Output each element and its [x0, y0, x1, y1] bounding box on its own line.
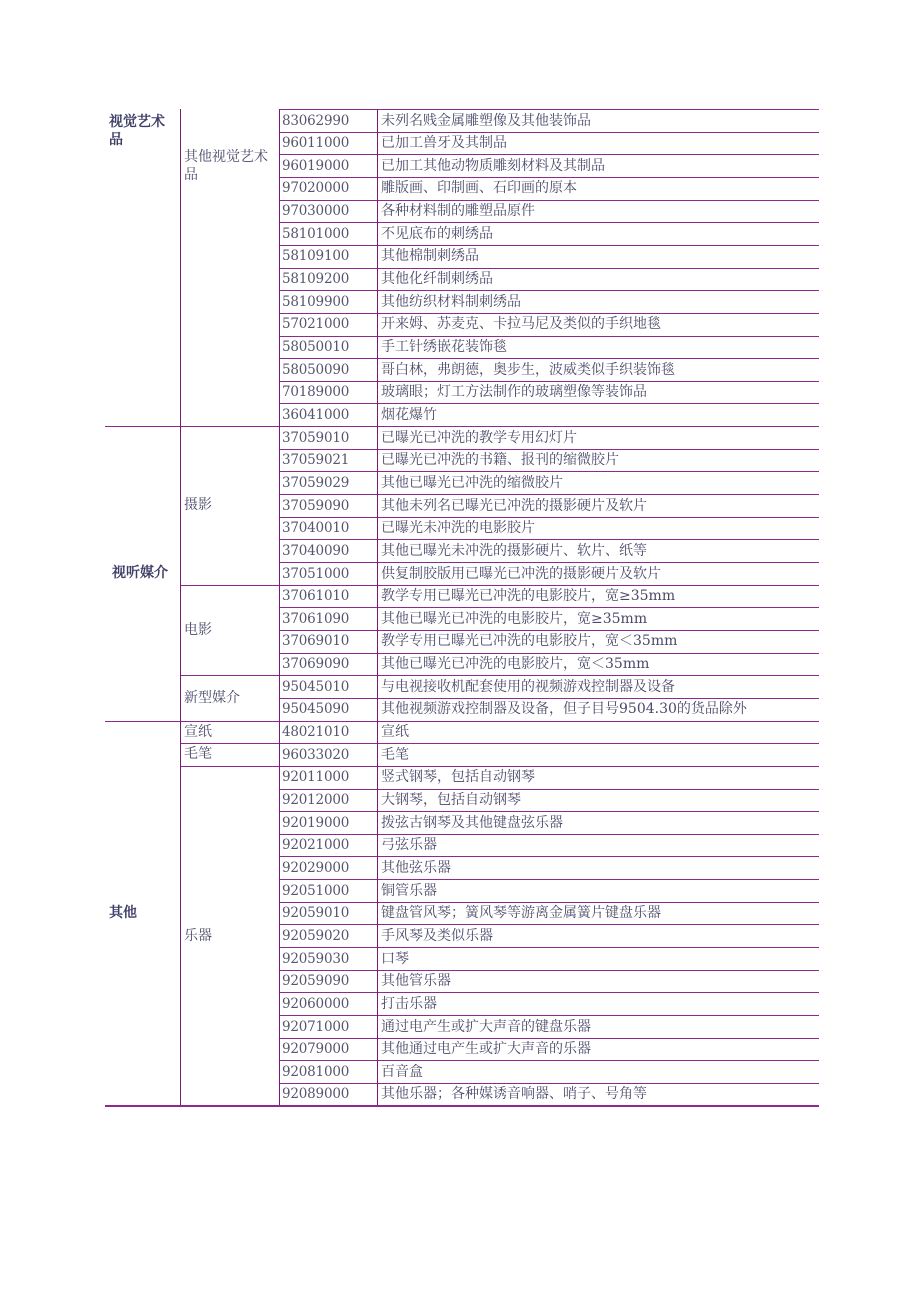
description-cell: 其他已曝光未冲洗的摄影硬片、软片、纸等: [381, 542, 647, 559]
description-cell: 大钢琴，包括自动钢琴: [381, 792, 521, 808]
hs-code-cell: 92059030: [282, 950, 350, 967]
description-cell: 与电视接收机配套使用的视频游戏控制器及设备: [381, 678, 675, 695]
description-cell: 不见底布的刺绣品: [381, 225, 493, 242]
subcategory-label: 乐器: [184, 927, 212, 944]
description-cell: 已曝光已冲洗的教学专用幻灯片: [381, 429, 577, 446]
description-cell: 百音盒: [381, 1063, 423, 1080]
col-line-code: [279, 109, 280, 1106]
hs-code-cell: 96033020: [282, 746, 350, 763]
hs-code-cell: 97030000: [282, 203, 350, 220]
description-cell: 其他已曝光已冲洗的电影胶片，宽≥35mm: [381, 610, 648, 627]
hs-code-cell: 92029000: [282, 859, 350, 876]
hs-code-cell: 58109900: [282, 293, 350, 310]
hs-code-cell: 48021010: [282, 724, 350, 741]
hs-code-cell: 95045090: [282, 701, 350, 718]
hs-code-cell: 37061010: [282, 588, 350, 605]
description-cell: 已加工兽牙及其制品: [381, 135, 507, 152]
description-cell: 已曝光未冲洗的电影胶片: [381, 520, 535, 537]
hs-code-cell: 92059090: [282, 973, 350, 990]
description-cell: 开来姆、苏麦克、卡拉马尼及类似的手织地毯: [381, 316, 661, 333]
col-line-sub: [180, 109, 181, 1106]
hs-code-cell: 96011000: [282, 135, 350, 152]
hs-code-cell: 58101000: [282, 225, 350, 242]
hs-code-cell: 92012000: [282, 792, 350, 808]
hs-code-cell: 92011000: [282, 769, 350, 786]
description-cell: 其他通过电产生或扩大声音的乐器: [381, 1041, 591, 1058]
hs-code-cell: 92060000: [282, 995, 350, 1012]
description-cell: 毛笔: [381, 746, 409, 763]
description-cell: 其他已曝光已冲洗的电影胶片，宽＜35mm: [381, 656, 650, 673]
subcategory-label: 宣纸: [184, 723, 212, 740]
description-cell: 通过电产生或扩大声音的键盘乐器: [381, 1018, 591, 1035]
description-cell: 手风琴及类似乐器: [381, 927, 493, 944]
subcategory-label: 摄影: [184, 497, 212, 514]
hs-code-cell: 83062990: [282, 112, 350, 129]
hs-code-cell: 58050090: [282, 361, 350, 378]
hs-code-cell: 37040010: [282, 520, 350, 537]
description-cell: 已加工其他动物质雕刻材料及其制品: [381, 157, 605, 174]
hs-code-cell: 37059090: [282, 497, 350, 514]
description-cell: 烟花爆竹: [381, 406, 437, 423]
description-cell: 雕版画、印制画、石印画的原本: [381, 180, 577, 197]
description-cell: 其他已曝光已冲洗的缩微胶片: [381, 474, 563, 491]
description-cell: 哥白林，弗朗德，奥步生，波威类似手织装饰毯: [381, 361, 675, 378]
description-cell: 其他管乐器: [381, 973, 451, 990]
col-line-desc: [377, 109, 378, 1106]
subcategory-label: 电影: [184, 621, 212, 638]
hs-code-cell: 70189000: [282, 384, 350, 401]
description-cell: 铜管乐器: [381, 882, 437, 899]
hs-code-cell: 97020000: [282, 180, 350, 197]
description-cell: 拨弦古钢琴及其他键盘弦乐器: [381, 814, 563, 831]
description-cell: 其他棉制刺绣品: [381, 248, 479, 265]
description-cell: 键盘管风琴；簧风琴等游离金属簧片键盘乐器: [381, 905, 661, 922]
hs-code-cell: 92089000: [282, 1086, 350, 1103]
description-cell: 供复制胶版用已曝光已冲洗的摄影硬片及软片: [381, 565, 661, 582]
hs-code-cell: 95045010: [282, 678, 350, 695]
hs-code-cell: 37069090: [282, 656, 350, 673]
hs-code-cell: 37059021: [282, 452, 350, 469]
hs-code-cell: 96019000: [282, 157, 350, 174]
hs-code-cell: 92019000: [282, 814, 350, 831]
description-cell: 未列名贱金属雕塑像及其他装饰品: [381, 112, 591, 129]
description-cell: 手工针绣嵌花装饰毯: [381, 339, 507, 355]
hs-code-cell: 58109200: [282, 271, 350, 288]
hs-code-cell: 37040090: [282, 542, 350, 559]
hs-code-cell: 36041000: [282, 406, 350, 423]
description-cell: 教学专用已曝光已冲洗的电影胶片，宽≥35mm: [381, 588, 676, 605]
hs-code-cell: 92059010: [282, 905, 350, 922]
description-cell: 各种材料制的雕塑品原件: [381, 203, 535, 220]
description-cell: 其他化纤制刺绣品: [381, 271, 493, 288]
hs-code-cell: 58050010: [282, 339, 350, 355]
hs-code-cell: 92079000: [282, 1041, 350, 1058]
hs-code-cell: 37051000: [282, 565, 350, 582]
description-cell: 其他未列名已曝光已冲洗的摄影硬片及软片: [381, 497, 647, 514]
hs-code-cell: 37059029: [282, 474, 350, 491]
hs-code-cell: 37059010: [282, 429, 350, 446]
description-cell: 玻璃眼；灯工方法制作的玻璃塑像等装饰品: [381, 384, 647, 401]
description-cell: 其他视频游戏控制器及设备，但子目号9504.30的货品除外: [381, 701, 747, 718]
description-cell: 其他纺织材料制刺绣品: [381, 293, 521, 310]
description-cell: 教学专用已曝光已冲洗的电影胶片，宽＜35mm: [381, 633, 678, 650]
hs-code-cell: 92051000: [282, 882, 350, 899]
category-label: 视听媒介: [112, 565, 168, 582]
table-bottom-border: [105, 1105, 819, 1107]
description-cell: 口琴: [381, 950, 409, 967]
description-cell: 其他乐器；各种媒诱音响器、哨子、号角等: [381, 1086, 647, 1103]
hs-code-cell: 92071000: [282, 1018, 350, 1035]
description-cell: 已曝光已冲洗的书籍、报刊的缩微胶片: [381, 452, 619, 469]
description-cell: 竖式钢琴，包括自动钢琴: [381, 769, 535, 786]
hs-code-cell: 37069010: [282, 633, 350, 650]
hs-code-cell: 92081000: [282, 1063, 350, 1080]
description-cell: 宣纸: [381, 724, 409, 741]
hs-code-cell: 57021000: [282, 316, 350, 333]
description-cell: 其他弦乐器: [381, 859, 451, 876]
subcategory-label: 其他视觉艺术品: [184, 149, 268, 183]
subcategory-label: 新型媒介: [184, 689, 240, 706]
hs-code-cell: 37061090: [282, 610, 350, 627]
hs-code-cell: 92021000: [282, 837, 350, 854]
subcategory-label: 毛笔: [184, 746, 212, 763]
hs-code-cell: 58109100: [282, 248, 350, 265]
category-label: 其他: [109, 905, 137, 922]
description-cell: 弓弦乐器: [381, 837, 437, 854]
description-cell: 打击乐器: [381, 995, 437, 1012]
category-label: 视觉艺术品: [109, 114, 165, 148]
hs-code-cell: 92059020: [282, 927, 350, 944]
